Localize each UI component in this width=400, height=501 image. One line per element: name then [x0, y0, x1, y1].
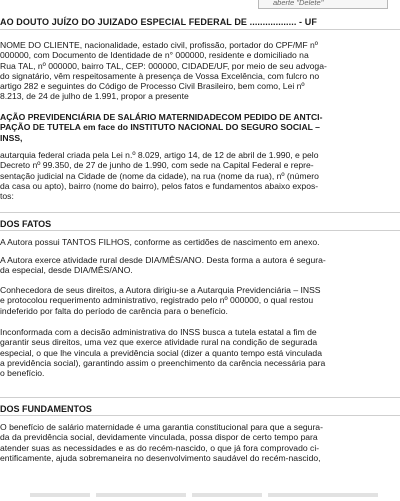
- section-divider: [0, 415, 400, 416]
- intro-line: 8.213, de 24 de julho de 1.991, propor a presente: [0, 91, 189, 102]
- facts-line: e protocolou requerimento administrativo, registrado pelo nº 000000, o qual restou: [0, 295, 314, 306]
- delete-hint-note: aberte "Delete": [258, 0, 388, 9]
- defendant-line: Decreto nº 99.350, de 27 de junho de 1.990, com sede na Capital Federal e repre-: [0, 160, 314, 171]
- section-divider: [0, 212, 400, 213]
- facts-line: indeferido por falta do período de carência para o benefício.: [0, 305, 228, 316]
- intro-line: NOME DO CLIENTE, nacionalidade, estado civil, profissão, portador do CPF/MF nº: [0, 40, 318, 50]
- defendant-line: autarquia federal criada pela Lei n.º 8.029, artigo 14, de 12 de abril de 1.990, e pelo: [0, 150, 319, 160]
- grounds-paragraph: [0, 422, 400, 463]
- heading-divider: [0, 29, 400, 30]
- section-title-facts: DOS FATOS: [0, 219, 52, 229]
- action-title-line: PAÇÃO DE TUTELA em face do INSTITUTO NACIONAL DO SEGURO SOCIAL –: [0, 122, 320, 133]
- action-title-line: AÇÃO PREVIDENCIÁRIA DE SALÁRIO MATERNIDADECOM PEDIDO DE ANTCI-: [0, 112, 323, 122]
- intro-line: Rua TAL, nº 000000, bairro TAL, CEP: 000000, CIDADE/UF, por meio de seu advoga-: [0, 60, 327, 71]
- facts-line: especial, o que lhe vincula a previdência social (dizer a quanto tempo está vinculada: [0, 347, 322, 358]
- facts-line: a previdência social), garantindo assim o preenchimento da carência necessária para: [0, 357, 326, 368]
- facts-line: Conhecedora de seus direitos, a Autora dirigiu-se a Autarquia Previdenciária – INSS: [0, 285, 321, 295]
- defendant-line: sentação judicial na Cidade de (nome da cidade), na rua (nome da rua), nº (número: [0, 170, 319, 181]
- action-title-line: INSS,: [0, 132, 23, 143]
- faded-text-placeholder: [30, 491, 390, 499]
- intro-paragraph: [0, 40, 400, 102]
- intro-line: 000000, com Documento de Identidade de n° 000000, residente e domiciliado na: [0, 50, 309, 61]
- facts-line: Inconformada com a decisão administrativa do INSS busca a tutela estatal a fim de: [0, 327, 317, 337]
- facts-line: A Autora exerce atividade rural desde DIA/MÊS/ANO. Desta forma a autora é segura-: [0, 255, 326, 265]
- grounds-line: O benefício de salário maternidade é uma garantia constitucional para que a segura-: [0, 422, 323, 432]
- section-divider: [0, 397, 400, 398]
- section-divider: [0, 230, 400, 231]
- facts-line: A Autora possui TANTOS FILHOS, conforme as certidões de nascimento em anexo.: [0, 237, 320, 247]
- intro-line: do signatário, vêm respeitosamente à presença de Vossa Excelência, com fulcro no: [0, 70, 320, 81]
- section-title-grounds: DOS FUNDAMENTOS: [0, 404, 92, 414]
- facts-paragraph: [0, 285, 400, 316]
- intro-line: artigo 282 e seguintes do Código de Processo Civil Brasileiro, bem como, Lei nº: [0, 81, 305, 92]
- facts-paragraph: [0, 255, 400, 276]
- defendant-line: tos:: [0, 191, 14, 202]
- facts-line: da especial, desde DIA/MÊS/ANO.: [0, 265, 133, 276]
- court-heading: AO DOUTO JUÍZO DO JUIZADO ESPECIAL FEDERAL DE .................. - UF: [0, 17, 317, 27]
- facts-line: o benefício.: [0, 368, 45, 379]
- action-title: [0, 112, 400, 143]
- facts-paragraph: [0, 327, 400, 378]
- grounds-line: entificamente, ajuda sobremaneira no desenvolvimento saudável do recém-nascido,: [0, 452, 321, 463]
- defendant-line: da casa ou apto), bairro (nome do bairro), pelos fatos e fundamentos abaixo expos-: [0, 180, 319, 191]
- defendant-paragraph: [0, 150, 400, 201]
- grounds-line: atender suas as necessidades e as do recém-nascido, o que já fora comprovado ci-: [0, 442, 320, 453]
- grounds-line: da da previdência social, devidamente vinculada, possa dispor de certo tempo para: [0, 432, 318, 443]
- facts-paragraph: [0, 237, 400, 247]
- facts-line: garantir seus direitos, uma vez que exerce atividade rural na condição de segurada: [0, 337, 318, 348]
